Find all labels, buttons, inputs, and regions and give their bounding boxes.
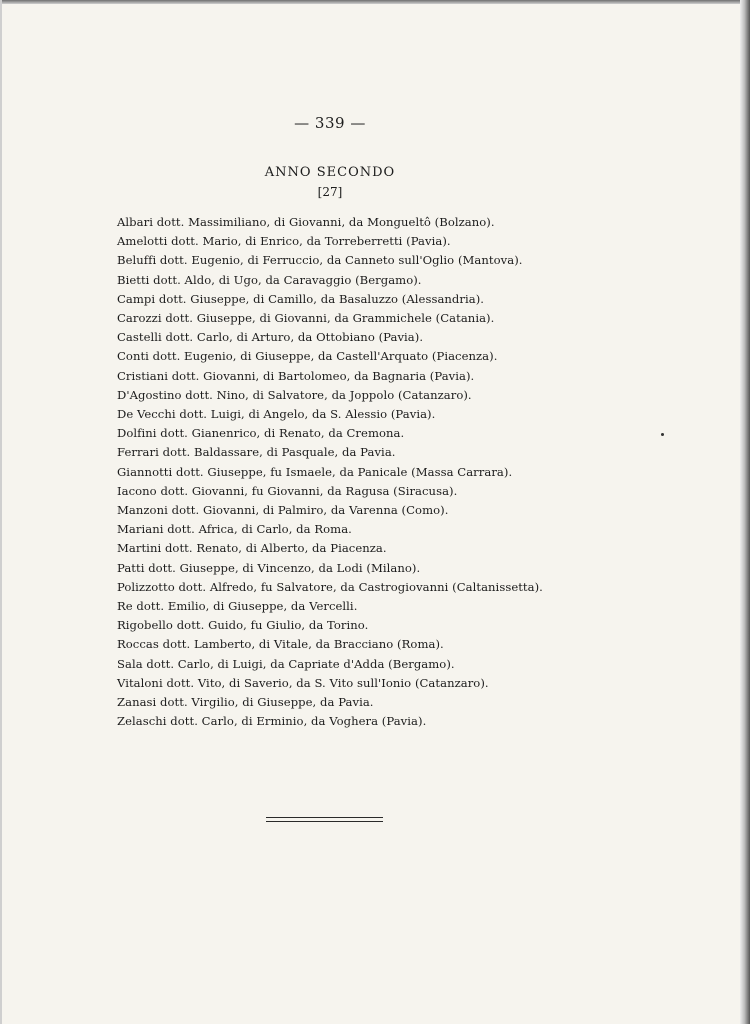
- scan-left-edge: [0, 0, 2, 1024]
- roster-entry: Re dott. Emilio, di Giuseppe, da Vercelli.: [117, 599, 358, 614]
- roster-entry: Conti dott. Eugenio, di Giuseppe, da Castell'Arquato (Piacenza).: [117, 349, 498, 364]
- roster-entry: Carozzi dott. Giuseppe, di Giovanni, da Grammichele (Catania).: [117, 311, 495, 326]
- roster-entry: Ferrari dott. Baldassare, di Pasquale, da Pavia.: [117, 445, 396, 460]
- roster-entry: Roccas dott. Lamberto, di Vitale, da Bracciano (Roma).: [117, 637, 444, 652]
- roster-entry: Polizzotto dott. Alfredo, fu Salvatore, da Castrogiovanni (Caltanissetta).: [117, 579, 543, 594]
- roster-entry: Mariani dott. Africa, di Carlo, da Roma.: [117, 522, 352, 537]
- roster-entry: Albari dott. Massimiliano, di Giovanni, da Mongueltô (Bolzano).: [117, 215, 495, 229]
- roster-entry: Patti dott. Giuseppe, di Vincenzo, da Lodi (Milano).: [117, 560, 421, 575]
- roster-entry: Rigobello dott. Guido, fu Giulio, da Torino.: [117, 618, 369, 633]
- section-count: [27]: [317, 185, 343, 199]
- roster-entry: D'Agostino dott. Nino, di Salvatore, da Joppolo (Catanzaro).: [117, 387, 472, 402]
- section-title: ANNO SECONDO: [264, 165, 396, 180]
- roster-entry: Martini dott. Renato, di Alberto, da Piacenza.: [117, 541, 387, 556]
- roster-entry: Vitaloni dott. Vito, di Saverio, da S. Vito sull'Ionio (Catanzaro).: [117, 675, 489, 690]
- closing-rule-upper: [266, 817, 383, 818]
- roster-entry: De Vecchi dott. Luigi, di Angelo, da S. Alessio (Pavia).: [117, 407, 436, 422]
- roster-entry: Castelli dott. Carlo, di Arturo, da Ottobiano (Pavia).: [117, 330, 424, 345]
- scan-top-edge: [0, 0, 750, 4]
- roster-entry: Iacono dott. Giovanni, fu Giovanni, da Ragusa (Siracusa).: [117, 483, 458, 498]
- roster-entry: Campi dott. Giuseppe, di Camillo, da Basaluzzo (Alessandria).: [117, 291, 485, 306]
- roster-entry: Bietti dott. Aldo, di Ugo, da Caravaggio (Bergamo).: [117, 272, 422, 287]
- roster-entry: Zanasi dott. Virgilio, di Giuseppe, da Pavia.: [117, 695, 374, 710]
- scan-right-edge: [740, 0, 750, 1024]
- ink-speck: [661, 433, 664, 436]
- student-roster: [117, 213, 557, 731]
- closing-rule-lower: [266, 821, 383, 822]
- roster-entry: Giannotti dott. Giuseppe, fu Ismaele, da Panicale (Massa Carrara).: [117, 464, 513, 479]
- roster-entry: Sala dott. Carlo, di Luigi, da Capriate d'Adda (Bergamo).: [117, 656, 455, 671]
- roster-entry: Zelaschi dott. Carlo, di Erminio, da Voghera (Pavia).: [117, 714, 427, 729]
- roster-entry: Amelotti dott. Mario, di Enrico, da Torreberretti (Pavia).: [117, 234, 451, 249]
- roster-entry: Dolfini dott. Gianenrico, di Renato, da Cremona.: [117, 426, 405, 441]
- page-number: — 339 —: [294, 114, 366, 132]
- roster-entry: Cristiani dott. Giovanni, di Bartolomeo, da Bagnaria (Pavia).: [117, 368, 475, 383]
- roster-entry: Manzoni dott. Giovanni, di Palmiro, da Varenna (Como).: [117, 503, 449, 518]
- roster-entry: Beluffi dott. Eugenio, di Ferruccio, da Canneto sull'Oglio (Mantova).: [117, 253, 523, 268]
